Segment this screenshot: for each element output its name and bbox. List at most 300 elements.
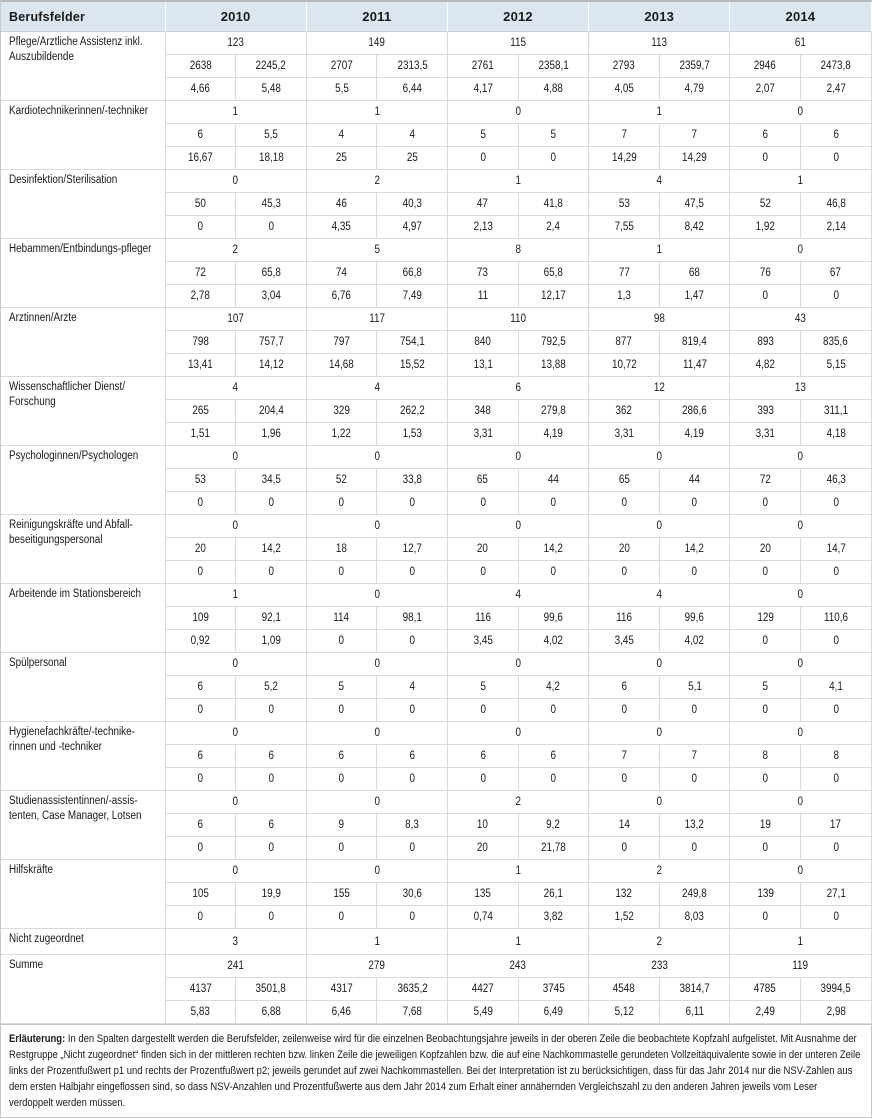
headcount-cell: 116: [589, 607, 660, 630]
kopfzahl-cell: 0: [306, 722, 447, 745]
p2-cell: 0: [236, 492, 307, 515]
headcount-cell: 4785: [730, 978, 801, 1001]
fte-cell: 3501,8: [236, 978, 307, 1001]
p2-cell: 4,18: [800, 423, 871, 446]
fte-cell: 14,7: [800, 538, 871, 561]
headcount-cell: 20: [165, 538, 236, 561]
p1-cell: 5,12: [589, 1001, 660, 1024]
p1-cell: 0: [306, 699, 377, 722]
fte-cell: 44: [518, 469, 589, 492]
headcount-cell: 5: [447, 676, 518, 699]
kopfzahl-cell: 113: [589, 32, 730, 55]
kopfzahl-cell: 0: [165, 722, 306, 745]
p1-cell: 5,49: [447, 1001, 518, 1024]
kopfzahl-cell: 0: [589, 722, 730, 745]
fte-cell: 5,2: [236, 676, 307, 699]
table-row-kopfzahl: [1, 377, 871, 400]
p1-cell: 20: [447, 837, 518, 860]
p2-cell: 0: [518, 147, 589, 170]
p1-cell: 0: [306, 837, 377, 860]
p1-cell: 4,17: [447, 78, 518, 101]
fte-cell: 12,7: [377, 538, 448, 561]
kopfzahl-cell: 2: [447, 791, 588, 814]
headcount-cell: 18: [306, 538, 377, 561]
headcount-cell: 53: [589, 193, 660, 216]
p1-cell: 11: [447, 285, 518, 308]
kopfzahl-cell: 1: [589, 239, 730, 262]
p1-cell: 0: [447, 699, 518, 722]
headcount-cell: 73: [447, 262, 518, 285]
headcount-cell: 116: [447, 607, 518, 630]
fte-cell: 45,3: [236, 193, 307, 216]
fte-cell: 6: [377, 745, 448, 768]
fte-cell: 27,1: [800, 883, 871, 906]
fte-cell: 4,1: [800, 676, 871, 699]
p2-cell: 6,88: [236, 1001, 307, 1024]
fte-cell: 2473,8: [800, 55, 871, 78]
fte-cell: 3814,7: [659, 978, 730, 1001]
fte-cell: 3994,5: [800, 978, 871, 1001]
p1-cell: 5,5: [306, 78, 377, 101]
headcount-cell: 74: [306, 262, 377, 285]
table-row-kopfzahl: [1, 170, 871, 193]
headcount-cell: 798: [165, 331, 236, 354]
p2-cell: 0: [518, 492, 589, 515]
row-label-group-5: Wissenschaftlicher Dienst/ Forschung: [1, 377, 165, 446]
kopfzahl-cell: 0: [165, 653, 306, 676]
kopfzahl-cell: 0: [589, 446, 730, 469]
p1-cell: 0: [165, 837, 236, 860]
kopfzahl-cell: 119: [730, 955, 871, 978]
fte-cell: 262,2: [377, 400, 448, 423]
p1-cell: 0: [589, 561, 660, 584]
headcount-cell: 52: [730, 193, 801, 216]
berufsfelder-table: [1, 2, 872, 1024]
kopfzahl-cell: 0: [165, 446, 306, 469]
kopfzahl-cell: 1: [730, 929, 871, 955]
p1-cell: 0: [447, 492, 518, 515]
kopfzahl-cell: 1: [306, 101, 447, 124]
fte-cell: 6: [236, 814, 307, 837]
headcount-cell: 2638: [165, 55, 236, 78]
headcount-cell: 840: [447, 331, 518, 354]
p1-cell: 0: [165, 699, 236, 722]
p2-cell: 2,14: [800, 216, 871, 239]
p2-cell: 0: [800, 837, 871, 860]
p2-cell: 4,19: [518, 423, 589, 446]
p1-cell: 16,67: [165, 147, 236, 170]
p2-cell: 14,29: [659, 147, 730, 170]
p1-cell: 4,35: [306, 216, 377, 239]
p1-cell: 0: [730, 492, 801, 515]
p1-cell: 0,74: [447, 906, 518, 929]
row-label-group-2: Desinfektion/Sterilisation: [1, 170, 165, 239]
table-row-kopfzahl: [1, 446, 871, 469]
row-label-group-8: Arbeitende im Stationsbereich: [1, 584, 165, 653]
table-row-kopfzahl: [1, 239, 871, 262]
headcount-cell: 2707: [306, 55, 377, 78]
header-row: [1, 2, 871, 32]
row-label-group-7: Reinigungskräfte und Abfall-beseitigungspersonal: [1, 515, 165, 584]
p1-cell: 13,41: [165, 354, 236, 377]
p1-cell: 0: [730, 630, 801, 653]
headcount-cell: 14: [589, 814, 660, 837]
table-body: [1, 32, 871, 1024]
fte-cell: 6: [236, 745, 307, 768]
row-label-group-1: Kardiotechnikerinnen/-techniker: [1, 101, 165, 170]
p1-cell: 0: [589, 768, 660, 791]
headcount-cell: 72: [165, 262, 236, 285]
kopfzahl-cell: 0: [730, 446, 871, 469]
p2-cell: 0: [800, 630, 871, 653]
p2-cell: 0: [377, 768, 448, 791]
headcount-cell: 47: [447, 193, 518, 216]
p1-cell: 0,92: [165, 630, 236, 653]
kopfzahl-cell: 0: [165, 515, 306, 538]
headcount-cell: 4548: [589, 978, 660, 1001]
kopfzahl-cell: 4: [589, 584, 730, 607]
table-row-kopfzahl: [1, 955, 871, 978]
p1-cell: 0: [589, 699, 660, 722]
fte-cell: 65,8: [236, 262, 307, 285]
kopfzahl-cell: 0: [730, 515, 871, 538]
p2-cell: 1,53: [377, 423, 448, 446]
fte-cell: 249,8: [659, 883, 730, 906]
table-row-kopfzahl: [1, 929, 871, 955]
p2-cell: 4,19: [659, 423, 730, 446]
kopfzahl-cell: 0: [165, 860, 306, 883]
p2-cell: 21,78: [518, 837, 589, 860]
headcount-cell: 135: [447, 883, 518, 906]
kopfzahl-cell: 1: [447, 929, 588, 955]
p1-cell: 4,05: [589, 78, 660, 101]
kopfzahl-cell: 0: [306, 515, 447, 538]
fte-cell: 204,4: [236, 400, 307, 423]
kopfzahl-cell: 5: [306, 239, 447, 262]
fte-cell: 99,6: [518, 607, 589, 630]
p2-cell: 0: [659, 768, 730, 791]
headcount-cell: 20: [730, 538, 801, 561]
headcount-cell: 7: [589, 745, 660, 768]
p2-cell: 0: [236, 837, 307, 860]
p1-cell: 0: [730, 699, 801, 722]
kopfzahl-cell: 0: [165, 170, 306, 193]
p2-cell: 0: [659, 492, 730, 515]
p1-cell: 13,1: [447, 354, 518, 377]
fte-cell: 8,3: [377, 814, 448, 837]
fte-cell: 2313,5: [377, 55, 448, 78]
fte-cell: 46,3: [800, 469, 871, 492]
table-row-kopfzahl: [1, 101, 871, 124]
fte-cell: 110,6: [800, 607, 871, 630]
fte-cell: 5,5: [236, 124, 307, 147]
kopfzahl-cell: 43: [730, 308, 871, 331]
p1-cell: 0: [447, 561, 518, 584]
headcount-cell: 393: [730, 400, 801, 423]
kopfzahl-cell: 115: [447, 32, 588, 55]
p1-cell: 5,83: [165, 1001, 236, 1024]
p2-cell: 12,17: [518, 285, 589, 308]
headcount-cell: 105: [165, 883, 236, 906]
headcount-cell: 65: [589, 469, 660, 492]
headcount-cell: 6: [165, 745, 236, 768]
p1-cell: 0: [730, 768, 801, 791]
headcount-cell: 877: [589, 331, 660, 354]
kopfzahl-cell: 0: [447, 446, 588, 469]
fte-cell: 33,8: [377, 469, 448, 492]
p2-cell: 1,96: [236, 423, 307, 446]
headcount-cell: 20: [589, 538, 660, 561]
kopfzahl-cell: 0: [165, 791, 306, 814]
p1-cell: 3,45: [589, 630, 660, 653]
kopfzahl-cell: 1: [447, 860, 588, 883]
headcount-cell: 6: [165, 814, 236, 837]
kopfzahl-cell: 243: [447, 955, 588, 978]
headcount-cell: 797: [306, 331, 377, 354]
p2-cell: 6,49: [518, 1001, 589, 1024]
fte-cell: 2245,2: [236, 55, 307, 78]
p2-cell: 0: [800, 492, 871, 515]
p1-cell: 14,29: [589, 147, 660, 170]
kopfzahl-cell: 3: [165, 929, 306, 955]
p2-cell: 18,18: [236, 147, 307, 170]
headcount-cell: 4137: [165, 978, 236, 1001]
kopfzahl-cell: 2: [165, 239, 306, 262]
headcount-cell: 77: [589, 262, 660, 285]
kopfzahl-cell: 8: [447, 239, 588, 262]
header-year-2011: 2011: [306, 2, 447, 32]
p2-cell: 0: [800, 699, 871, 722]
p1-cell: 0: [165, 906, 236, 929]
fte-cell: 66,8: [377, 262, 448, 285]
fte-cell: 7: [659, 745, 730, 768]
headcount-cell: 6: [306, 745, 377, 768]
p1-cell: 2,07: [730, 78, 801, 101]
p2-cell: 0: [800, 768, 871, 791]
p2-cell: 0: [236, 906, 307, 929]
kopfzahl-cell: 98: [589, 308, 730, 331]
fte-cell: 5,1: [659, 676, 730, 699]
p2-cell: 0: [800, 147, 871, 170]
p1-cell: 0: [165, 492, 236, 515]
fte-cell: 26,1: [518, 883, 589, 906]
p1-cell: 4,66: [165, 78, 236, 101]
fte-cell: 41,8: [518, 193, 589, 216]
p1-cell: 0: [165, 216, 236, 239]
explanation-note: [1, 1024, 871, 1117]
headcount-cell: 4427: [447, 978, 518, 1001]
kopfzahl-cell: 2: [589, 929, 730, 955]
headcount-cell: 129: [730, 607, 801, 630]
p2-cell: 14,12: [236, 354, 307, 377]
kopfzahl-cell: 0: [730, 860, 871, 883]
fte-cell: 4: [377, 676, 448, 699]
header-year-2013: 2013: [589, 2, 730, 32]
p1-cell: 0: [306, 768, 377, 791]
headcount-cell: 6: [165, 676, 236, 699]
fte-cell: 8: [800, 745, 871, 768]
p1-cell: 0: [589, 492, 660, 515]
headcount-cell: 155: [306, 883, 377, 906]
kopfzahl-cell: 12: [589, 377, 730, 400]
fte-cell: 40,3: [377, 193, 448, 216]
headcount-cell: 6: [165, 124, 236, 147]
p1-cell: 0: [730, 837, 801, 860]
p2-cell: 0: [659, 837, 730, 860]
headcount-cell: 114: [306, 607, 377, 630]
p2-cell: 4,02: [518, 630, 589, 653]
kopfzahl-cell: 0: [447, 722, 588, 745]
p1-cell: 3,31: [730, 423, 801, 446]
header-berufsfelder: Berufsfelder: [1, 2, 165, 32]
headcount-cell: 109: [165, 607, 236, 630]
table-row-kopfzahl: [1, 308, 871, 331]
note-label: Erläuterung:: [9, 1033, 66, 1045]
table-row-kopfzahl: [1, 653, 871, 676]
kopfzahl-cell: 0: [447, 515, 588, 538]
headcount-cell: 139: [730, 883, 801, 906]
p2-cell: 0: [236, 699, 307, 722]
kopfzahl-cell: 0: [730, 239, 871, 262]
fte-cell: 92,1: [236, 607, 307, 630]
header-year-2010: 2010: [165, 2, 306, 32]
fte-cell: 98,1: [377, 607, 448, 630]
fte-cell: 67: [800, 262, 871, 285]
p1-cell: 10,72: [589, 354, 660, 377]
kopfzahl-cell: 0: [589, 653, 730, 676]
p1-cell: 3,45: [447, 630, 518, 653]
p1-cell: 2,13: [447, 216, 518, 239]
p2-cell: 0: [659, 561, 730, 584]
row-label-group-9: Spülpersonal: [1, 653, 165, 722]
fte-cell: 9,2: [518, 814, 589, 837]
headcount-cell: 5: [730, 676, 801, 699]
fte-cell: 286,6: [659, 400, 730, 423]
header-year-2014: 2014: [730, 2, 871, 32]
fte-cell: 3635,2: [377, 978, 448, 1001]
headcount-cell: 362: [589, 400, 660, 423]
headcount-cell: 7: [589, 124, 660, 147]
fte-cell: 835,6: [800, 331, 871, 354]
fte-cell: 819,4: [659, 331, 730, 354]
p2-cell: 3,82: [518, 906, 589, 929]
p2-cell: 0: [377, 906, 448, 929]
kopfzahl-cell: 0: [730, 722, 871, 745]
kopfzahl-cell: 0: [589, 791, 730, 814]
p1-cell: 0: [589, 837, 660, 860]
headcount-cell: 76: [730, 262, 801, 285]
headcount-cell: 52: [306, 469, 377, 492]
row-label-group-11: Studienassistentinnen/-assis-tenten, Case Manager, Lotsen: [1, 791, 165, 860]
kopfzahl-cell: 4: [447, 584, 588, 607]
kopfzahl-cell: 0: [447, 653, 588, 676]
fte-cell: 46,8: [800, 193, 871, 216]
p2-cell: 2,98: [800, 1001, 871, 1024]
p1-cell: 3,31: [447, 423, 518, 446]
table-row-kopfzahl: [1, 791, 871, 814]
p2-cell: 4,97: [377, 216, 448, 239]
p2-cell: 0: [377, 561, 448, 584]
p1-cell: 0: [730, 906, 801, 929]
fte-cell: 68: [659, 262, 730, 285]
p2-cell: 6,44: [377, 78, 448, 101]
table-row-kopfzahl: [1, 722, 871, 745]
fte-cell: 19,9: [236, 883, 307, 906]
headcount-cell: 893: [730, 331, 801, 354]
headcount-cell: 19: [730, 814, 801, 837]
p1-cell: 1,92: [730, 216, 801, 239]
row-label-group-12: Hilfskräfte: [1, 860, 165, 929]
p2-cell: 8,42: [659, 216, 730, 239]
p2-cell: 4,02: [659, 630, 730, 653]
fte-cell: 14,2: [659, 538, 730, 561]
fte-cell: 3745: [518, 978, 589, 1001]
p2-cell: 2,4: [518, 216, 589, 239]
fte-cell: 754,1: [377, 331, 448, 354]
p2-cell: 1,09: [236, 630, 307, 653]
headcount-cell: 46: [306, 193, 377, 216]
p2-cell: 25: [377, 147, 448, 170]
table-row-kopfzahl: [1, 860, 871, 883]
fte-cell: 99,6: [659, 607, 730, 630]
kopfzahl-cell: 1: [730, 170, 871, 193]
kopfzahl-cell: 1: [306, 929, 447, 955]
row-label-group-4: Ärztinnen/Ärzte: [1, 308, 165, 377]
kopfzahl-cell: 149: [306, 32, 447, 55]
fte-cell: 17: [800, 814, 871, 837]
fte-cell: 279,8: [518, 400, 589, 423]
p2-cell: 5,15: [800, 354, 871, 377]
p2-cell: 1,47: [659, 285, 730, 308]
p1-cell: 14,68: [306, 354, 377, 377]
p2-cell: 0: [800, 561, 871, 584]
p2-cell: 13,88: [518, 354, 589, 377]
kopfzahl-cell: 107: [165, 308, 306, 331]
p2-cell: 6,11: [659, 1001, 730, 1024]
headcount-cell: 6: [589, 676, 660, 699]
kopfzahl-cell: 0: [447, 101, 588, 124]
headcount-cell: 329: [306, 400, 377, 423]
headcount-cell: 65: [447, 469, 518, 492]
headcount-cell: 6: [447, 745, 518, 768]
table-row-kopfzahl: [1, 515, 871, 538]
kopfzahl-cell: 0: [589, 515, 730, 538]
p1-cell: 0: [306, 561, 377, 584]
header-year-2012: 2012: [447, 2, 588, 32]
p1-cell: 0: [165, 768, 236, 791]
fte-cell: 5: [518, 124, 589, 147]
p1-cell: 1,51: [165, 423, 236, 446]
fte-cell: 30,6: [377, 883, 448, 906]
headcount-cell: 50: [165, 193, 236, 216]
p2-cell: 3,04: [236, 285, 307, 308]
fte-cell: 34,5: [236, 469, 307, 492]
table-row-kopfzahl: [1, 584, 871, 607]
headcount-cell: 8: [730, 745, 801, 768]
fte-cell: 311,1: [800, 400, 871, 423]
fte-cell: 13,2: [659, 814, 730, 837]
fte-cell: 757,7: [236, 331, 307, 354]
p1-cell: 0: [447, 768, 518, 791]
p2-cell: 8,03: [659, 906, 730, 929]
headcount-cell: 72: [730, 469, 801, 492]
row-label-nicht-zugeordnet: Nicht zugeordnet: [1, 929, 165, 955]
p1-cell: 0: [165, 561, 236, 584]
p1-cell: 1,52: [589, 906, 660, 929]
p1-cell: 0: [730, 147, 801, 170]
headcount-cell: 53: [165, 469, 236, 492]
kopfzahl-cell: 123: [165, 32, 306, 55]
